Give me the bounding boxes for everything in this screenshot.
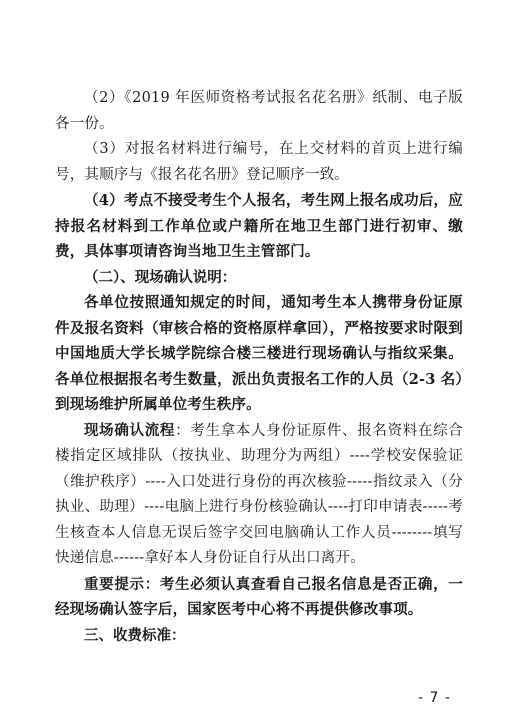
document-body (55, 86, 463, 648)
section-heading-fees: 三、收费标准： (84, 626, 186, 644)
section-heading-onsite-confirmation: （二）、现场确认说明： (84, 268, 237, 286)
paragraph-roster: （2）《2019 年医师资格考试报名花名册》纸制、电子版各一份。 (55, 90, 463, 132)
process-label: 现场确认流程 (84, 421, 176, 439)
process-text: 考生拿本人身份证原件、报名资料在综合楼指定区域排队（按执业、助理分为两组）----学校安保验证（维护秩序）----入口处进行身份的再次核验-----指纹录入（分执业、助理）----电脑上进行身份核验确认----打印申请表-----考生核查本人信息无误后签字交回电脑确认工作人员--------填写快递信息------拿好本人身份证自行从出口离开。 (55, 422, 463, 566)
paragraph-onsite-instructions: 各单位按照通知规定的时间，通知考生本人携带身份证原件及报名资料（审核合格的资格原样拿回），严格按要求时限到中国地质大学长城学院综合楼三楼进行现场确认与指纹采集。各单位根据报名考生数量，派出负责报名工作的人员（2-3 名）到现场维护所属单位考生秩序。 (55, 294, 463, 413)
paragraph-numbering: （3）对报名材料进行编号，在上交材料的首页上进行编号，其顺序与《报名花名册》登记顺序一致。 (55, 141, 463, 183)
paragraph-important-notice (55, 572, 463, 623)
process-colon: ： (175, 422, 191, 439)
notice-label: 重要提示 (84, 575, 145, 593)
notice-text: ：考生必须认真查看自己报名信息是否正确，一经现场确认签字后，国家医考中心将不再提供修改事项。 (55, 575, 463, 618)
page-number: - 7 - (418, 690, 451, 706)
paragraph-confirmation-process (55, 418, 463, 572)
paragraph-no-individual-registration: （4）考点不接受考生个人报名，考生网上报名成功后，应持报名材料到工作单位或户籍所在地卫生部门进行初审、缴费，具体事项请咨询当地卫生主管部门。 (55, 192, 463, 260)
